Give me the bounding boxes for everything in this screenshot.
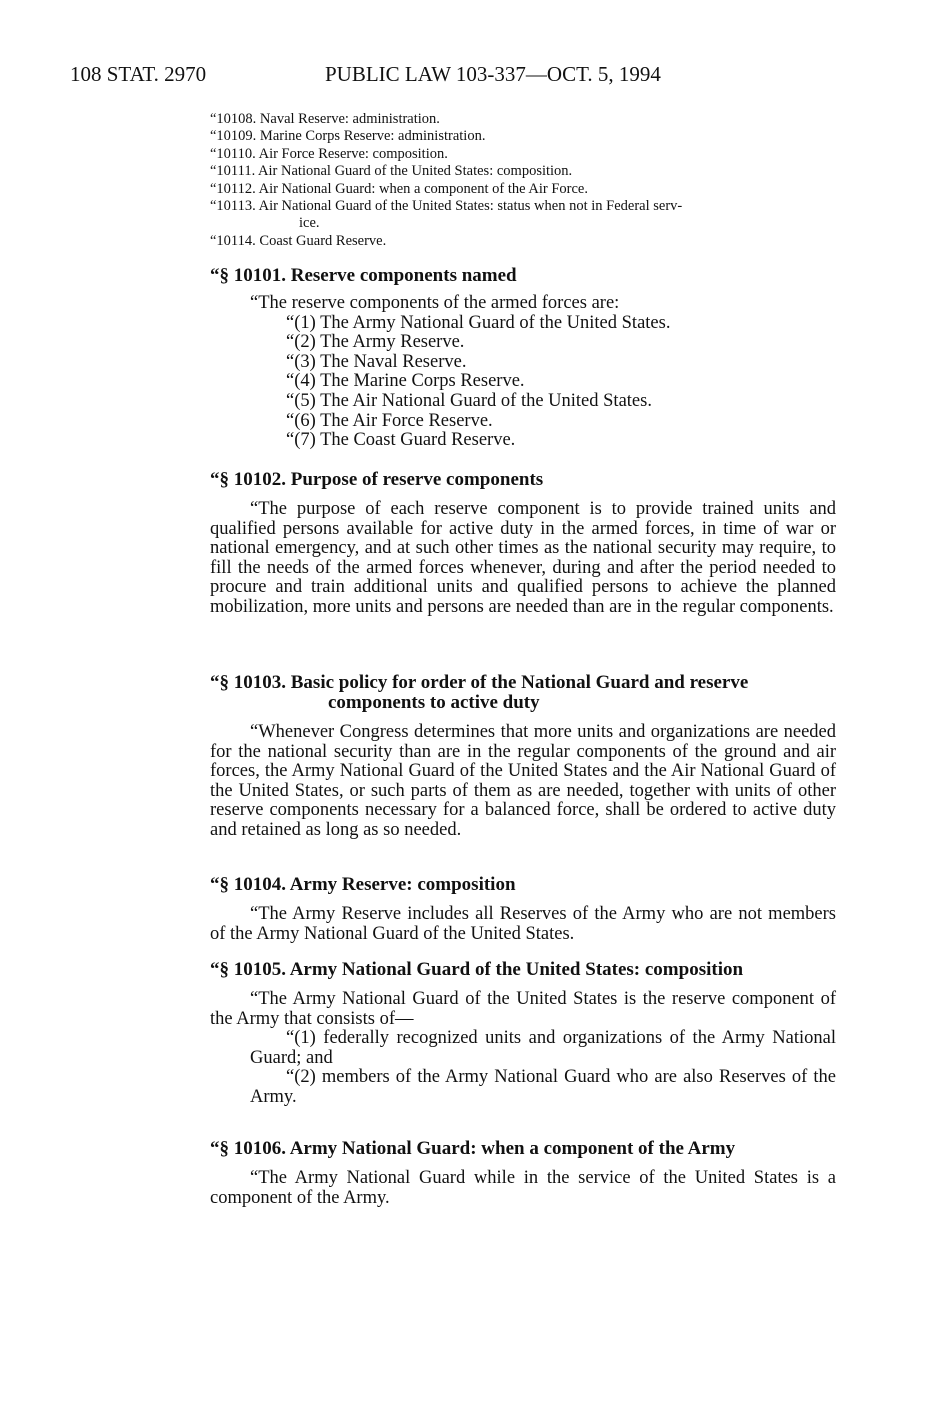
list-item: “(2) members of the Army National Guard who are also Reserves of the Army. [250, 1067, 836, 1107]
list-item: “(6) The Air Force Reserve. [286, 410, 493, 431]
list-item: “(5) The Air National Guard of the United States. [286, 390, 652, 411]
section-10103 [210, 673, 836, 841]
section-body: “The Army National Guard of the United States is the reserve component of the Army that consists of— [210, 989, 836, 1029]
section-body: “The Army National Guard while in the service of the United States is a component of the Army. [210, 1168, 836, 1208]
statute-page-number: 108 STAT. 2970 [70, 62, 207, 86]
section-10105 [210, 960, 836, 1108]
list-item: “(7) The Coast Guard Reserve. [286, 430, 516, 451]
list-item: “(1) The Army National Guard of the United States. [286, 312, 671, 333]
list-item: “(3) The Naval Reserve. [286, 351, 467, 372]
section-intro: “The reserve components of the armed forces are: [250, 293, 620, 313]
toc-entry: “10113. Air National Guard of the United States: status when not in Federal serv- [210, 198, 683, 215]
toc-entry: “10109. Marine Corps Reserve: administration. [210, 128, 486, 145]
section-10106 [210, 1139, 836, 1208]
section-heading: “§ 10106. Army National Guard: when a component of the Army [210, 1138, 736, 1159]
toc-entry-continuation: ice. [299, 215, 320, 232]
list-item: “(4) The Marine Corps Reserve. [286, 371, 525, 392]
public-law-header: PUBLIC LAW 103-337—OCT. 5, 1994 [325, 62, 661, 86]
list-item: “(1) federally recognized units and organizations of the Army National Guard; and [250, 1028, 836, 1068]
section-10104 [210, 875, 836, 944]
section-heading: “§ 10101. Reserve components named [210, 265, 517, 286]
section-10101 [210, 266, 836, 451]
section-body: “The purpose of each reserve component is to provide trained units and qualified persons available for active duty in the armed forces, in time of war or national emergency, and at such other times as the national security may require, to fill the needs of the armed forces whenever, during and after the period needed to procure and train additional units and qualified persons to achieve the planned mobilization, more units and persons are needed than are in the regular components. [210, 499, 836, 617]
toc-entry: “10112. Air National Guard: when a component of the Air Force. [210, 180, 588, 197]
section-heading: “§ 10104. Army Reserve: composition [210, 874, 516, 895]
section-heading: “§ 10103. Basic policy for order of the National Guard and reserve components to active duty [210, 672, 749, 713]
toc-entry: “10110. Air Force Reserve: composition. [210, 145, 448, 162]
section-body: “The Army Reserve includes all Reserves of the Army who are not members of the Army National Guard of the United States. [210, 904, 836, 944]
list-item: “(2) The Army Reserve. [286, 332, 465, 353]
section-heading: “§ 10102. Purpose of reserve components [210, 469, 544, 490]
toc-entry: “10114. Coast Guard Reserve. [210, 232, 387, 249]
toc-entry: “10108. Naval Reserve: administration. [210, 111, 440, 127]
section-body: “Whenever Congress determines that more units and organizations are needed for the national security than are in the regular components of the ground and air forces, the Army National Guard of the United States and the Air National Guard of the United States, or such parts of them as are needed, together with units of other reserve components necessary for a balanced force, shall be ordered to active duty and retained as long as so needed. [210, 722, 836, 840]
toc-entry: “10111. Air National Guard of the United States: composition. [210, 163, 573, 180]
section-10102 [210, 470, 836, 618]
section-heading: “§ 10105. Army National Guard of the United States: composition [210, 959, 744, 980]
section-table-of-contents [210, 111, 840, 250]
